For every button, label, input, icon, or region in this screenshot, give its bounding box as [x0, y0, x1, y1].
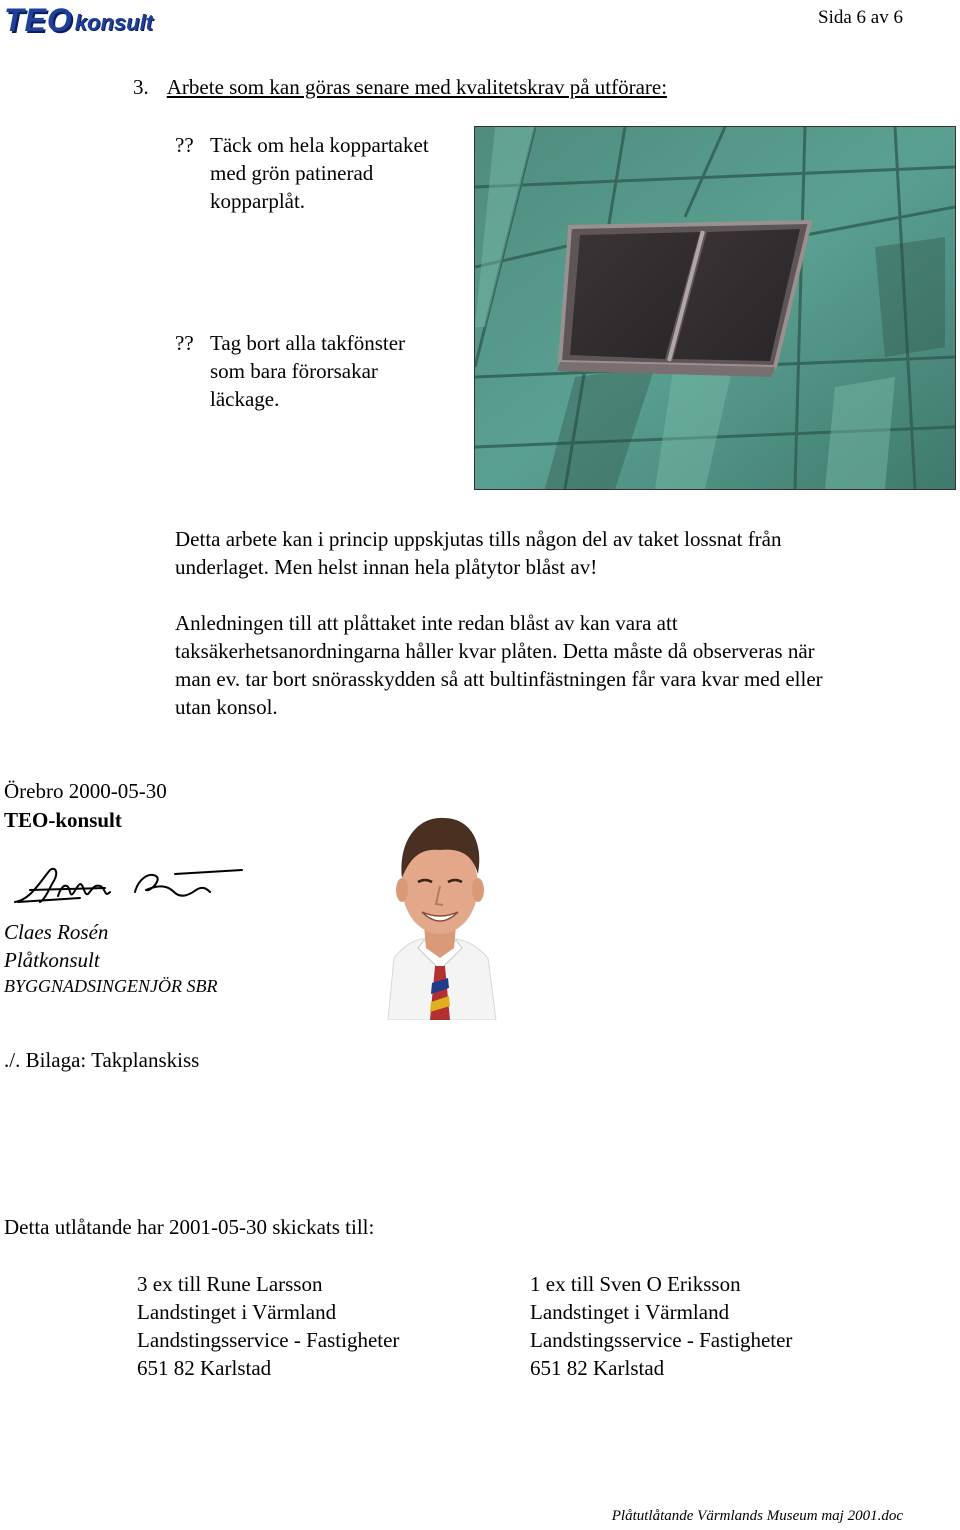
address-line: Landstingsservice - Fastigheter — [530, 1328, 793, 1352]
recipient-address — [530, 1270, 792, 1382]
bullet-item — [175, 329, 465, 419]
paragraph — [175, 609, 823, 721]
address-line: Landstinget i Värmland — [530, 1300, 730, 1324]
signer-title: BYGGNADSINGENJÖR SBR — [4, 976, 218, 996]
recipient-address — [137, 1270, 399, 1382]
address-line: Landstinget i Värmland — [137, 1300, 337, 1324]
bullet-item — [175, 131, 465, 221]
paragraph-line: Detta arbete kan i princip uppskjutas tills någon del av taket lossnat från — [175, 527, 782, 551]
address-line: 3 ex till Rune Larsson — [137, 1272, 323, 1296]
bullet-line: med grön patinerad — [210, 161, 374, 185]
paragraph-line: underlaget. Men helst innan hela plåtytor blåst av! — [175, 555, 598, 579]
bullet-text — [210, 329, 405, 413]
bullet-line: Tag bort alla takfönster — [210, 331, 406, 355]
company-name: TEO-konsult — [4, 808, 122, 832]
place-date: Örebro 2000-05-30 — [4, 779, 167, 803]
logo-main-text: TEO — [4, 2, 73, 38]
section-title: Arbete som kan göras senare med kvalitetskrav på utförare: — [166, 75, 668, 99]
section-heading — [133, 73, 667, 101]
address-line: 1 ex till Sven O Eriksson — [530, 1272, 741, 1296]
paragraph-line: man ev. tar bort snörasskydden så att bultinfästningen får vara kvar med eller — [175, 667, 823, 691]
address-line: 651 82 Karlstad — [530, 1356, 665, 1380]
bullet-line: kopparplåt. — [210, 189, 306, 213]
paragraph-line: taksäkerhetsanordningarna håller kvar plåten. Detta måste då observeras när — [175, 639, 815, 663]
handwritten-signature — [10, 862, 250, 912]
signer-name: Claes Rosén — [4, 920, 109, 944]
bullet-line: som bara förorsakar — [210, 359, 378, 383]
address-line: 651 82 Karlstad — [137, 1356, 272, 1380]
page-number: Sida 6 av 6 — [818, 7, 903, 28]
portrait-photo — [380, 808, 500, 1020]
logo-sub-text: konsult — [74, 10, 154, 35]
bullet-text — [210, 131, 429, 215]
document-footer: Plåtutlåtande Värmlands Museum maj 2001.doc — [611, 1508, 903, 1524]
signer-role: Plåtkonsult — [4, 948, 100, 972]
bullet-line: läckage. — [210, 387, 280, 411]
paragraph-line: utan konsol. — [175, 695, 278, 719]
copper-roof-photo — [474, 126, 956, 490]
distribution-intro: Detta utlåtande har 2001-05-30 skickats till: — [4, 1215, 375, 1239]
address-line: Landstingsservice - Fastigheter — [137, 1328, 400, 1352]
bullet-line: Täck om hela koppartaket — [210, 133, 429, 157]
paragraph — [175, 525, 782, 581]
bullet-mark: ?? — [175, 133, 194, 157]
bullet-mark: ?? — [175, 331, 194, 355]
company-logo — [4, 2, 153, 36]
paragraph-line: Anledningen till att plåttaket inte redan blåst av kan vara att — [175, 611, 678, 635]
attachment-note: ./. Bilaga: Takplanskiss — [4, 1048, 200, 1072]
section-number: 3. — [133, 75, 149, 99]
